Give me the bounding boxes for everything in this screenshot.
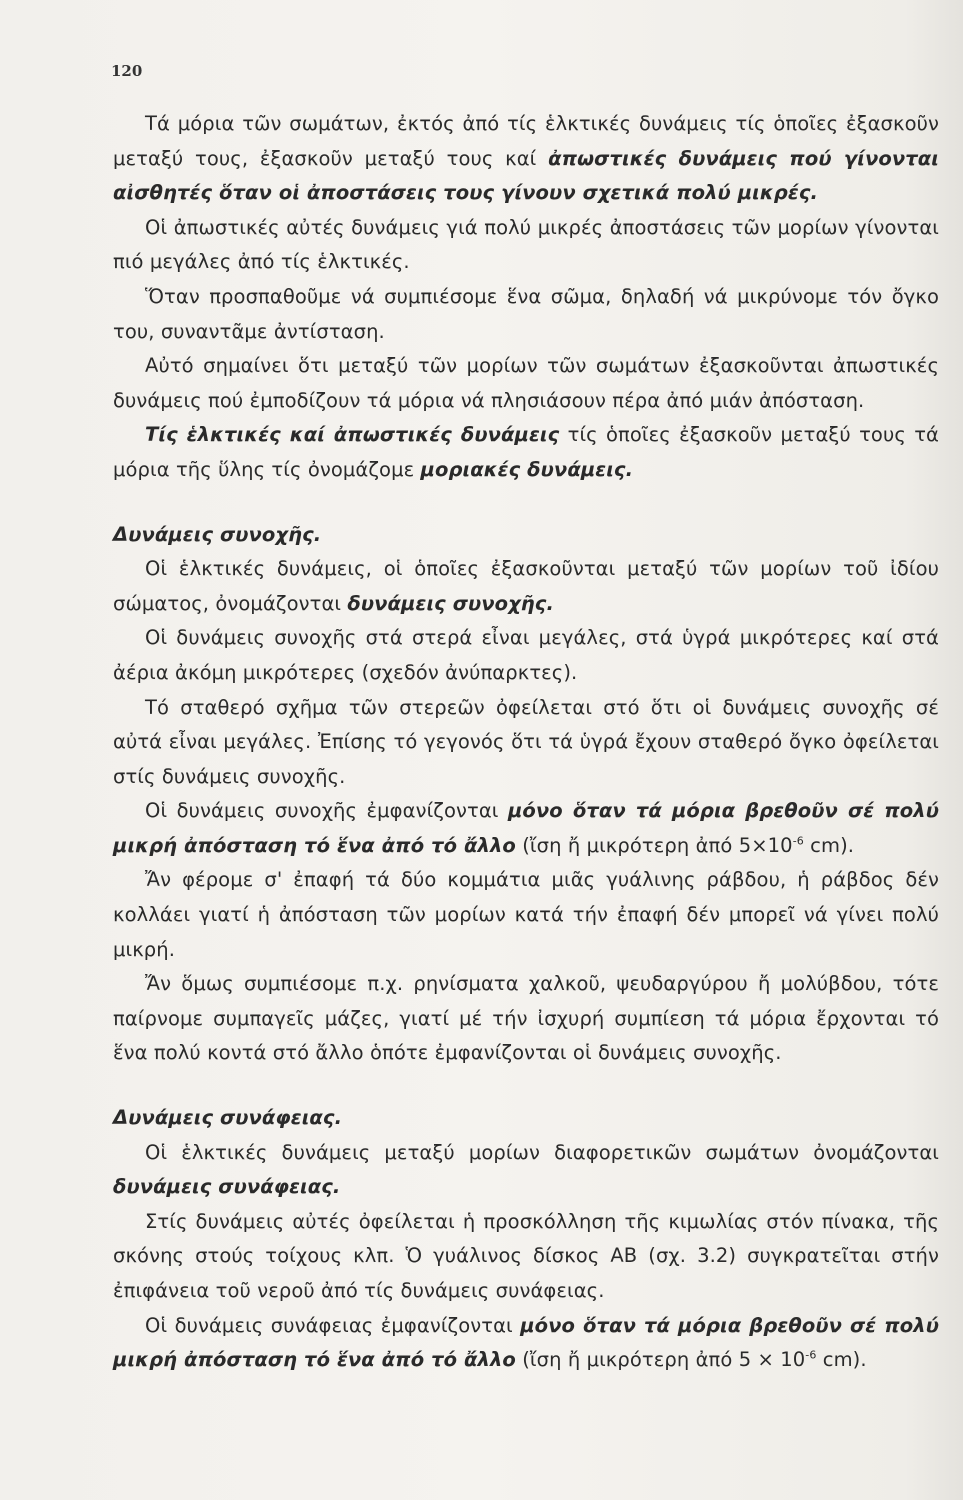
paragraph-compression: Ὅταν προσπαθοῦμε νά συμπιέσομε ἕνα σῶμα, δηλαδή νά μικρύνομε τόν ὄγκο του, συναντᾶμε ἀντίσταση. [113, 284, 939, 343]
heading-adhesion: Δυνάμεις συνάφειας. [113, 1106, 343, 1130]
page-body [113, 107, 939, 1378]
page-number: 120 [111, 62, 143, 80]
heading-cohesion: Δυνάμεις συνοχῆς. [113, 522, 322, 546]
paragraph-cohesion-distance: Οἱ δυνάμεις συνοχῆς ἐμφανίζονται μόνο ὅταν τά μόρια βρεθοῦν σέ πολύ μικρή ἀπόσταση τό ἕνα ἀπό τό ἄλλο (ἴση ἤ μικρότερη ἀπό $5\times 10^{-6}$ cm). [113, 799, 939, 857]
paragraph-adhesion-definition: Οἱ ἑλκτικές δυνάμεις μεταξύ μορίων διαφορετικῶν σωμάτων ὀνομάζονται δυνάμεις συνάφειας. [113, 1140, 939, 1199]
paragraph-filings: Ἄν ὅμως συμπιέσομε π.χ. ρηνίσματα χαλκοῦ, ψευδαργύρου ἤ μολύβδου, τότε παίρνομε συμπαγεῖς μάζες, γιατί μέ τήν ἰσχυρή συμπίεση τά μόρια ἔρχονται τό ἕνα πολύ κοντά στό ἄλλο ὁπότε ἐμφανίζονται οἱ δυνάμεις συνοχῆς. [113, 972, 939, 1065]
paragraph-adhesion-examples: Στίς δυνάμεις αὐτές ὀφείλεται ἡ προσκόλληση τῆς κιμωλίας στόν πίνακα, τῆς σκόνης στούς τοίχους κλπ. Ὁ γυάλινος δίσκος ΑΒ (σχ. 3.2) συγκρατεῖται στήν ἐπιφάνεια τοῦ νεροῦ ἀπό τίς δυνάμεις συνάφειας. [113, 1209, 939, 1302]
paragraph-glass-rod: Ἄν φέρομε σ' ἐπαφή τά δύο κομμάτια μιᾶς γυάλινης ράβδου, ἡ ράβδος δέν κολλάει γιατί ἡ ἀπόσταση τῶν μορίων κατά τήν ἐπαφή δέν μπορεῖ νά γίνει πολύ μικρή. [113, 868, 939, 961]
paragraph-molecular-forces: Τίς ἑλκτικές καί ἀπωστικές δυνάμεις τίς ὁποῖες ἐξασκοῦν μεταξύ τους τά μόρια τῆς ὕλης τίς ὀνομάζομε μοριακές δυνάμεις. [113, 423, 939, 481]
paragraph-meaning: Αὐτό σημαίνει ὅτι μεταξύ τῶν μορίων τῶν σωμάτων ἐξασκοῦνται ἀπωστικές δυνάμεις πού ἐμποδίζουν τά μόρια νά πλησιάσουν πέρα ἀπό μιάν ἀπόσταση. [113, 354, 939, 412]
paragraph-cohesion-states: Οἱ δυνάμεις συνοχῆς στά στερά εἶναι μεγάλες, στά ὑγρά μικρότερες καί στά ἀέρια ἀκόμη μικρότερες (σχεδόν ἀνύπαρκτες). [113, 626, 939, 684]
paragraph-adhesion-distance: Οἱ δυνάμεις συνάφειας ἐμφανίζονται μόνο ὅταν τά μόρια βρεθοῦν σέ πολύ μικρή ἀπόσταση τό ἕνα ἀπό τό ἄλλο (ἴση ἤ μικρότερη ἀπό $5 \times 10^{-6}$ cm). [113, 1313, 939, 1372]
paragraph-solid-shape: Τό σταθερό σχῆμα τῶν στερεῶν ὀφείλεται στό ὅτι οἱ δυνάμεις συνοχῆς σέ αὐτά εἶναι μεγάλες. Ἐπίσης τό γεγονός ὅτι τά ὑγρά ἔχουν σταθερό ὄγκο ὀφείλεται στίς δυνάμεις συνοχῆς. [113, 695, 939, 788]
paragraph-repulsive-small-distance: Οἱ ἀπωστικές αὐτές δυνάμεις γιά πολύ μικρές ἀποστάσεις τῶν μορίων γίνονται πιό μεγάλες ἀπό τίς ἑλκτικές. [113, 215, 939, 274]
paragraph-repulsive-forces: Τά μόρια τῶν σωμάτων, ἐκτός ἀπό τίς ἑλκτικές δυνάμεις τίς ὁποῖες ἐξασκοῦν μεταξύ τους, ἐξασκοῦν μεταξύ τους καί ἀπωστικές δυνάμεις πού γίνονται αἰσθητές ὅταν οἱ ἀποστάσεις τους γίνουν σχετικά πολύ μικρές. [113, 112, 939, 205]
paragraph-cohesion-definition: Οἱ ἑλκτικές δυνάμεις, οἱ ὁποῖες ἐξασκοῦνται μεταξύ τῶν μορίων τοῦ ἰδίου σώματος, ὀνομάζονται δυνάμεις συνοχῆς. [113, 557, 939, 615]
